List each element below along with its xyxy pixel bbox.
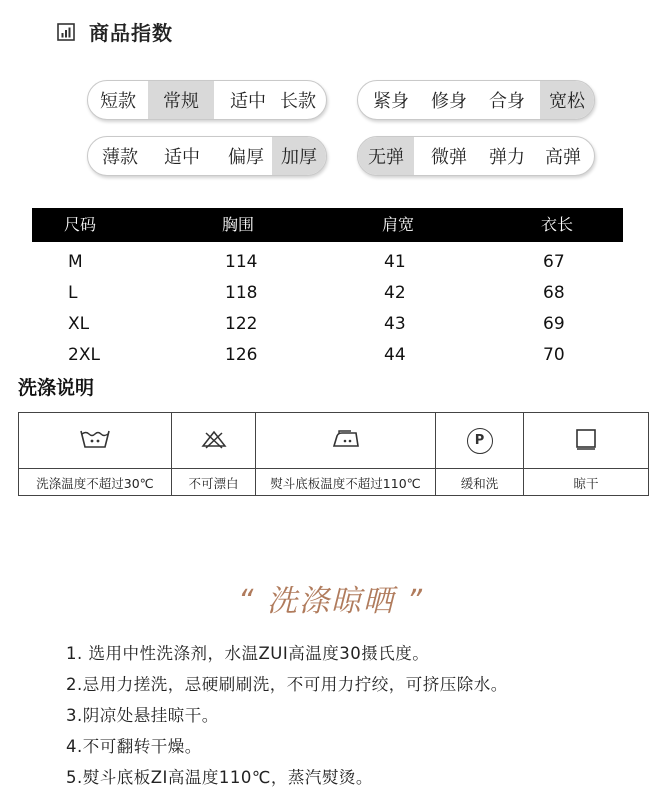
- header-chest: 胸围: [222, 215, 255, 234]
- cell-shoulder: 44: [384, 345, 406, 365]
- care-label-wash: 洗涤温度不超过30℃: [36, 475, 154, 491]
- table-row: [32, 247, 623, 277]
- care-cell-bleach: [171, 413, 255, 495]
- no-bleach-icon: [201, 429, 227, 453]
- table-row: [32, 340, 623, 370]
- cell-length: 69: [543, 314, 565, 334]
- cell-chest: 118: [225, 283, 258, 303]
- table-row: [32, 278, 623, 308]
- cell-chest: 114: [225, 252, 258, 272]
- cell-length: 70: [543, 345, 565, 365]
- line-dry-icon: [575, 428, 597, 454]
- length-option-regular: 常规: [148, 81, 214, 119]
- iron-icon: [331, 429, 361, 453]
- elasticity-option-slight: 微弹: [431, 147, 467, 168]
- length-option-short: 短款: [100, 91, 136, 112]
- list-item: 3.阴凉处悬挂晾干。: [66, 706, 219, 725]
- cell-size: 2XL: [68, 345, 100, 365]
- dry-clean-p-icon: P: [467, 428, 493, 454]
- care-tips-list: [66, 638, 508, 793]
- header-length: 衣长: [541, 215, 574, 234]
- wash-section-title: 洗涤说明: [18, 377, 95, 399]
- list-item: 1. 选用中性洗涤剂，水温ZUI高温度30摄氏度。: [66, 644, 430, 663]
- care-label-dry: 晾干: [573, 475, 599, 491]
- fit-option-fitted: 合身: [489, 91, 525, 112]
- cell-shoulder: 43: [384, 314, 406, 334]
- list-item: 2.忌用力搓洗，忌硬刷刷洗，不可用力拧绞，可挤压除水。: [66, 675, 508, 694]
- table-row: [32, 309, 623, 339]
- cell-length: 68: [543, 283, 565, 303]
- size-table-header: [32, 208, 623, 242]
- list-item: 4.不可翻转干燥。: [66, 737, 202, 756]
- care-heading: “ 洗涤晾晒 ”: [237, 584, 425, 619]
- cell-length: 67: [543, 252, 565, 272]
- cell-size: M: [68, 252, 83, 272]
- care-label-bleach: 不可漂白: [188, 475, 239, 491]
- page-title: 商品指数: [89, 21, 173, 45]
- cell-chest: 122: [225, 314, 258, 334]
- length-index: [87, 80, 327, 120]
- care-cell-iron: [255, 413, 435, 495]
- length-option-long: 长款: [280, 91, 316, 112]
- cell-size: XL: [68, 314, 90, 334]
- length-option-medium: 适中: [230, 91, 266, 112]
- elasticity-option-stretch: 弹力: [489, 147, 525, 168]
- cell-chest: 126: [225, 345, 258, 365]
- fit-option-slim: 修身: [431, 91, 467, 112]
- cell-shoulder: 41: [384, 252, 406, 272]
- header-shoulder: 肩宽: [382, 215, 415, 234]
- cell-size: L: [68, 283, 78, 303]
- fit-option-tight: 紧身: [373, 91, 409, 112]
- bar-chart-icon: [57, 23, 75, 41]
- thickness-option-thick: 偏厚: [228, 147, 264, 168]
- wash-30-icon: [80, 428, 110, 454]
- fit-option-loose: 宽松: [540, 81, 594, 119]
- care-label-dryclean: 缓和洗: [460, 475, 499, 491]
- thickness-option-thin: 薄款: [102, 147, 138, 168]
- list-item: 5.熨斗底板ZI高温度110℃，蒸汽熨烫。: [66, 768, 373, 787]
- care-cell-wash: [19, 413, 171, 495]
- fit-index: [357, 80, 595, 120]
- thickness-index: [87, 136, 327, 176]
- elasticity-option-none: 无弹: [358, 137, 414, 175]
- elasticity-option-high: 高弹: [545, 147, 581, 168]
- thickness-option-extra-thick: 加厚: [272, 137, 326, 175]
- thickness-option-medium: 适中: [164, 147, 200, 168]
- header-size: 尺码: [64, 215, 97, 234]
- care-cell-dry: [523, 413, 648, 495]
- care-cell-dryclean: [435, 413, 523, 495]
- elasticity-index: [357, 136, 595, 176]
- section-header: [57, 17, 173, 46]
- cell-shoulder: 42: [384, 283, 406, 303]
- care-symbol-table: [18, 412, 649, 496]
- care-label-iron: 熨斗底板温度不超过110℃: [270, 475, 421, 491]
